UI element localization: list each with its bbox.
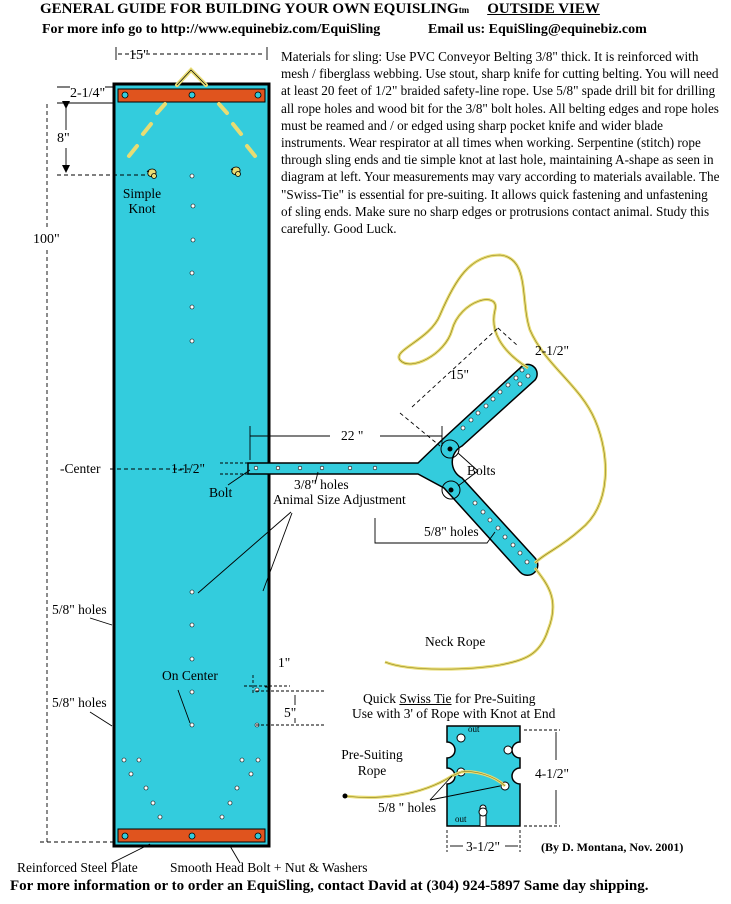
dim-15-arm: 15": [450, 367, 470, 382]
swiss-tie-title: [363, 691, 536, 707]
dim-8: 8": [57, 131, 70, 146]
dim-100: 100": [33, 232, 60, 247]
rope-knot-end: [343, 794, 348, 799]
dim-5: 5": [284, 705, 297, 720]
materials-text: Materials for sling: Use PVC Conveyor Belting 3/8" thick. It is reinforced with mesh / fiberglass webbing. Use stout, sharp knife for cutting belting. You will need at least 20 feet of 1/2" braided safety-line rope. Use 5/8" spade drill bit for drilling all rope holes and wood bit for the 3/8" bolt holes. All belting edges and rope holes must be reamed and / or edged using sharp pocket knife and wider blade instruments. Wear respirator at all times when working. Serpentine (stitch) rope through sling ends and tie simple knot at last hole, maintaining A-shape as seen in diagram at left. Your measurements may vary according to materials available. The "Swiss-Tie" is essential for pre-suiting. It allows quick fastening and unfastening of sling ends. Make sure no sharp edges or protrusions contact animal. Study this carefully. Good Luck.: [281, 49, 720, 237]
info-url: For more info go to http://www.equinebiz.com/EquiSling: [42, 22, 381, 37]
dim-3-1-2: 3-1/2": [466, 839, 501, 854]
center-label: -Center: [60, 461, 101, 476]
steel-plate-label: Reinforced Steel Plate: [17, 860, 138, 875]
dim-1: 1": [278, 655, 291, 670]
swiss-tie-subtitle: Use with 3' of Rope with Knot at End: [352, 706, 556, 721]
bolt-label: Bolt: [209, 485, 233, 500]
bolt-nut-label: Smooth Head Bolt + Nut & Washers: [170, 860, 368, 875]
email-contact: Email us: EquiSling@equinebiz.com: [428, 22, 647, 37]
holes-3-8-label: 3/8" holes: [294, 477, 349, 492]
bolts-label: Bolts: [467, 463, 496, 478]
neck-rope-label: Neck Rope: [425, 634, 486, 649]
trademark: tm: [458, 5, 470, 15]
swiss-title-prefix: Quick: [363, 691, 400, 706]
dim-4-1-2: 4-1/2": [535, 766, 570, 781]
animal-size-label: Animal Size Adjustment: [273, 492, 406, 507]
swiss-holes-label: 5/8 " holes: [378, 800, 437, 815]
holes-5-8-arm-label: 5/8" holes: [424, 524, 479, 539]
out-bottom-label: out: [455, 814, 467, 824]
swiss-title-u: Swiss Tie: [399, 691, 452, 706]
neck-rope-tail: [385, 568, 553, 669]
dim-1-1-2: 1-1/2": [171, 461, 206, 476]
dim-15-width: 15": [129, 48, 149, 63]
neck-rope-tail-outline: [385, 568, 553, 669]
holes-5-8-left-a: 5/8" holes: [52, 602, 107, 617]
view-label: OUTSIDE VIEW: [487, 1, 600, 17]
dim-22: 22 ": [341, 428, 364, 443]
footer-contact: For more information or to order an EquiSling, contact David at (304) 924-5897 Same day shipping.: [10, 878, 649, 894]
simple-knot-label: Simple Knot: [122, 186, 162, 216]
pre-suiting-rope-label: Pre-Suiting Rope: [341, 747, 403, 778]
dim-2-1-4: 2-1/4": [70, 86, 106, 101]
title-text: GENERAL GUIDE FOR BUILDING YOUR OWN EQUISLING: [40, 1, 459, 17]
credit-label: (By D. Montana, Nov. 2001): [541, 840, 684, 854]
swiss-title-suffix: for Pre-Suiting: [451, 691, 536, 706]
out-top-label: out: [468, 724, 480, 734]
holes-5-8-left-b: 5/8" holes: [52, 695, 107, 710]
on-center-label: On Center: [162, 668, 218, 683]
dim-2-1-2: 2-1/2": [535, 343, 570, 358]
